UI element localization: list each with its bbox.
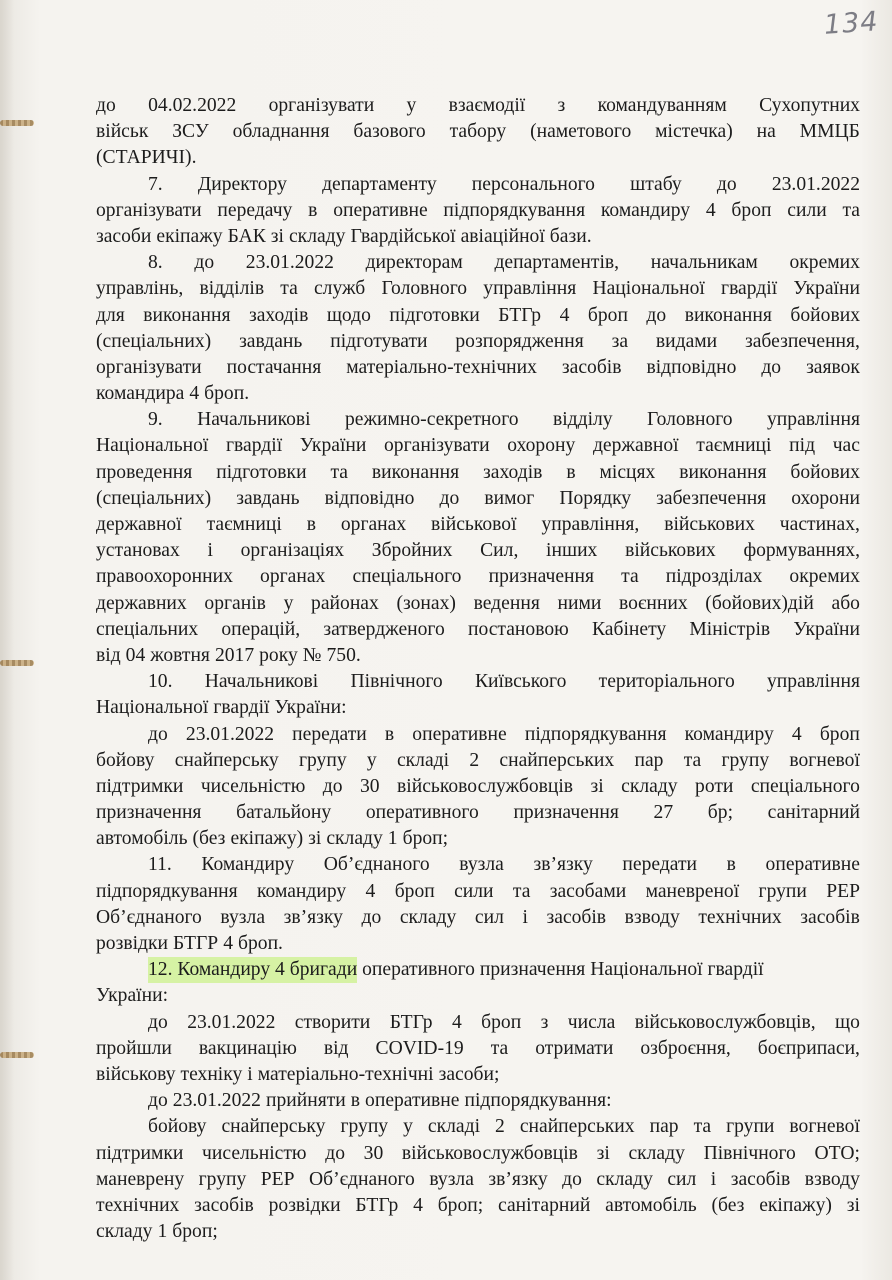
text-line: України:	[96, 985, 169, 1007]
paragraph-p-7	[96, 172, 860, 251]
text-line: 10. Начальникові Північного Київського територіального управління	[148, 671, 860, 693]
paragraph-p-8	[96, 250, 860, 407]
text-line: установах і організаціях Збройних Сил, інших військових формуваннях,	[96, 540, 860, 562]
document-body	[96, 93, 860, 1245]
text-line: складу 1 броп;	[96, 1221, 218, 1243]
page-edge-shadow	[0, 0, 14, 1280]
text-line: автомобіль (без екіпажу) зі складу 1 броп;	[96, 828, 449, 850]
text-line: управлінь, відділів та служб Головного управління Національної гвардії України	[96, 278, 860, 300]
text-line: технічних засобів розвідки БТГр 4 броп; санітарний автомобіль (без екіпажу) зі	[96, 1194, 860, 1216]
text-line: пройшли вакцинацію від COVID-19 та отримати озброєння, боєприпаси,	[96, 1037, 860, 1059]
text-line: (спеціальних) завдань підготувати розпорядження за видами забезпечення,	[96, 330, 860, 352]
paragraph-p-9	[96, 407, 860, 669]
paragraph-p-12	[96, 957, 860, 1009]
text-line: військ ЗСУ обладнання базового табору (наметового містечка) на ММЦБ	[96, 121, 860, 143]
text-line: державної таємниці в органах військової управління, військових частинах,	[96, 514, 860, 535]
text-line: 9. Начальникові режимно-секретного відділу Головного управління	[148, 409, 860, 431]
text-line: бойову снайперську групу у складі 2 снайперських пар та групу вогневої	[96, 749, 860, 771]
text-line: підтримки чисельністю до 30 військовослужбовців зі складу роти спеціального	[96, 775, 860, 797]
text-line: призначення батальйону оперативного призначення 27 бр; санітарний	[96, 802, 860, 824]
paragraph-p-12c	[96, 1114, 860, 1245]
text-line: державних органів у районах (зонах) ведення ними воєнних (бойових)дій або	[96, 592, 860, 614]
binding-thread	[0, 120, 34, 126]
text-line: 7. Директору департаменту персонального штабу до 23.01.2022	[148, 173, 860, 195]
text-line: Національної гвардії України організувати охорону державної таємниці під час	[96, 435, 860, 457]
text-line: 11. Командиру Об’єднаного вузла зв’язку передати в оперативне	[148, 854, 860, 876]
text-line: проведення підготовки та виконання заходів в місцях виконання бойових	[96, 461, 860, 483]
paragraph-p-11	[96, 852, 860, 957]
text-line: командира 4 броп.	[96, 383, 250, 405]
text-line: правоохоронних органах спеціального призначення та підрозділах окремих	[96, 566, 860, 588]
text-line: до 04.02.2022 організувати у взаємодії з командуванням Сухопутних	[96, 95, 860, 116]
text-line: від 04 жовтня 2017 року № 750.	[96, 644, 361, 666]
text-line: (спеціальних) завдань відповідно до вимог Порядку забезпечення охорони	[96, 487, 860, 509]
line-text: оперативного призначення Національної гвардії	[357, 959, 764, 981]
text-line: 8. до 23.01.2022 директорам департаментів, начальникам окремих	[148, 252, 860, 274]
paragraph-p-12a	[96, 1010, 860, 1089]
text-line: підтримки чисельністю до 30 військовослужбовців зі складу Північного ОТО;	[96, 1142, 860, 1164]
text-line: Національної гвардії України:	[96, 697, 347, 719]
binding-thread	[0, 660, 34, 666]
text-line: Об’єднаного вузла зв’язку до складу сил і засобів взводу технічних засобів	[96, 906, 860, 928]
text-line	[96, 957, 860, 983]
binding-thread	[0, 1052, 34, 1058]
paragraph-p-12b	[96, 1088, 860, 1114]
highlighted-text: 12. Командиру 4 бригади	[148, 957, 357, 983]
text-line: бойову снайперську групу у складі 2 снайперських пар та групи вогневої	[148, 1116, 860, 1138]
paragraph-p-10	[96, 669, 860, 721]
text-line: до 23.01.2022 передати в оперативне підпорядкування командиру 4 броп	[148, 723, 860, 745]
paragraph-p-10a	[96, 722, 860, 853]
text-line: організувати передачу в оперативне підпорядкування командиру 4 броп сили та	[96, 199, 860, 221]
text-line: для виконання заходів щодо підготовки БТГр 4 броп до виконання бойових	[96, 304, 860, 326]
text-line: до 23.01.2022 створити БТГр 4 броп з числа військовослужбовців, що	[148, 1011, 860, 1033]
text-line: (СТАРИЧІ).	[96, 147, 197, 169]
page-number: 134	[822, 6, 880, 41]
text-line: організувати постачання матеріально-технічних засобів відповідно до заявок	[96, 356, 860, 378]
text-line: маневрену групу РЕР Об’єднаного вузла зв’язку до складу сил і засобів взводу	[96, 1168, 860, 1190]
text-line: до 23.01.2022 прийняти в оперативне підпорядкування:	[148, 1090, 612, 1112]
text-line: військову техніку і матеріально-технічні засоби;	[96, 1063, 500, 1085]
paragraph-p-intro	[96, 93, 860, 172]
text-line: засоби екіпажу БАК зі складу Гвардійської авіаційної бази.	[96, 225, 592, 247]
text-line: підпорядкування командиру 4 броп сили та засобами маневреної групи РЕР	[96, 880, 860, 902]
text-line: розвідки БТГР 4 броп.	[96, 933, 283, 954]
text-line: спеціальних операцій, затвердженого постановою Кабінету Міністрів України	[96, 618, 860, 640]
